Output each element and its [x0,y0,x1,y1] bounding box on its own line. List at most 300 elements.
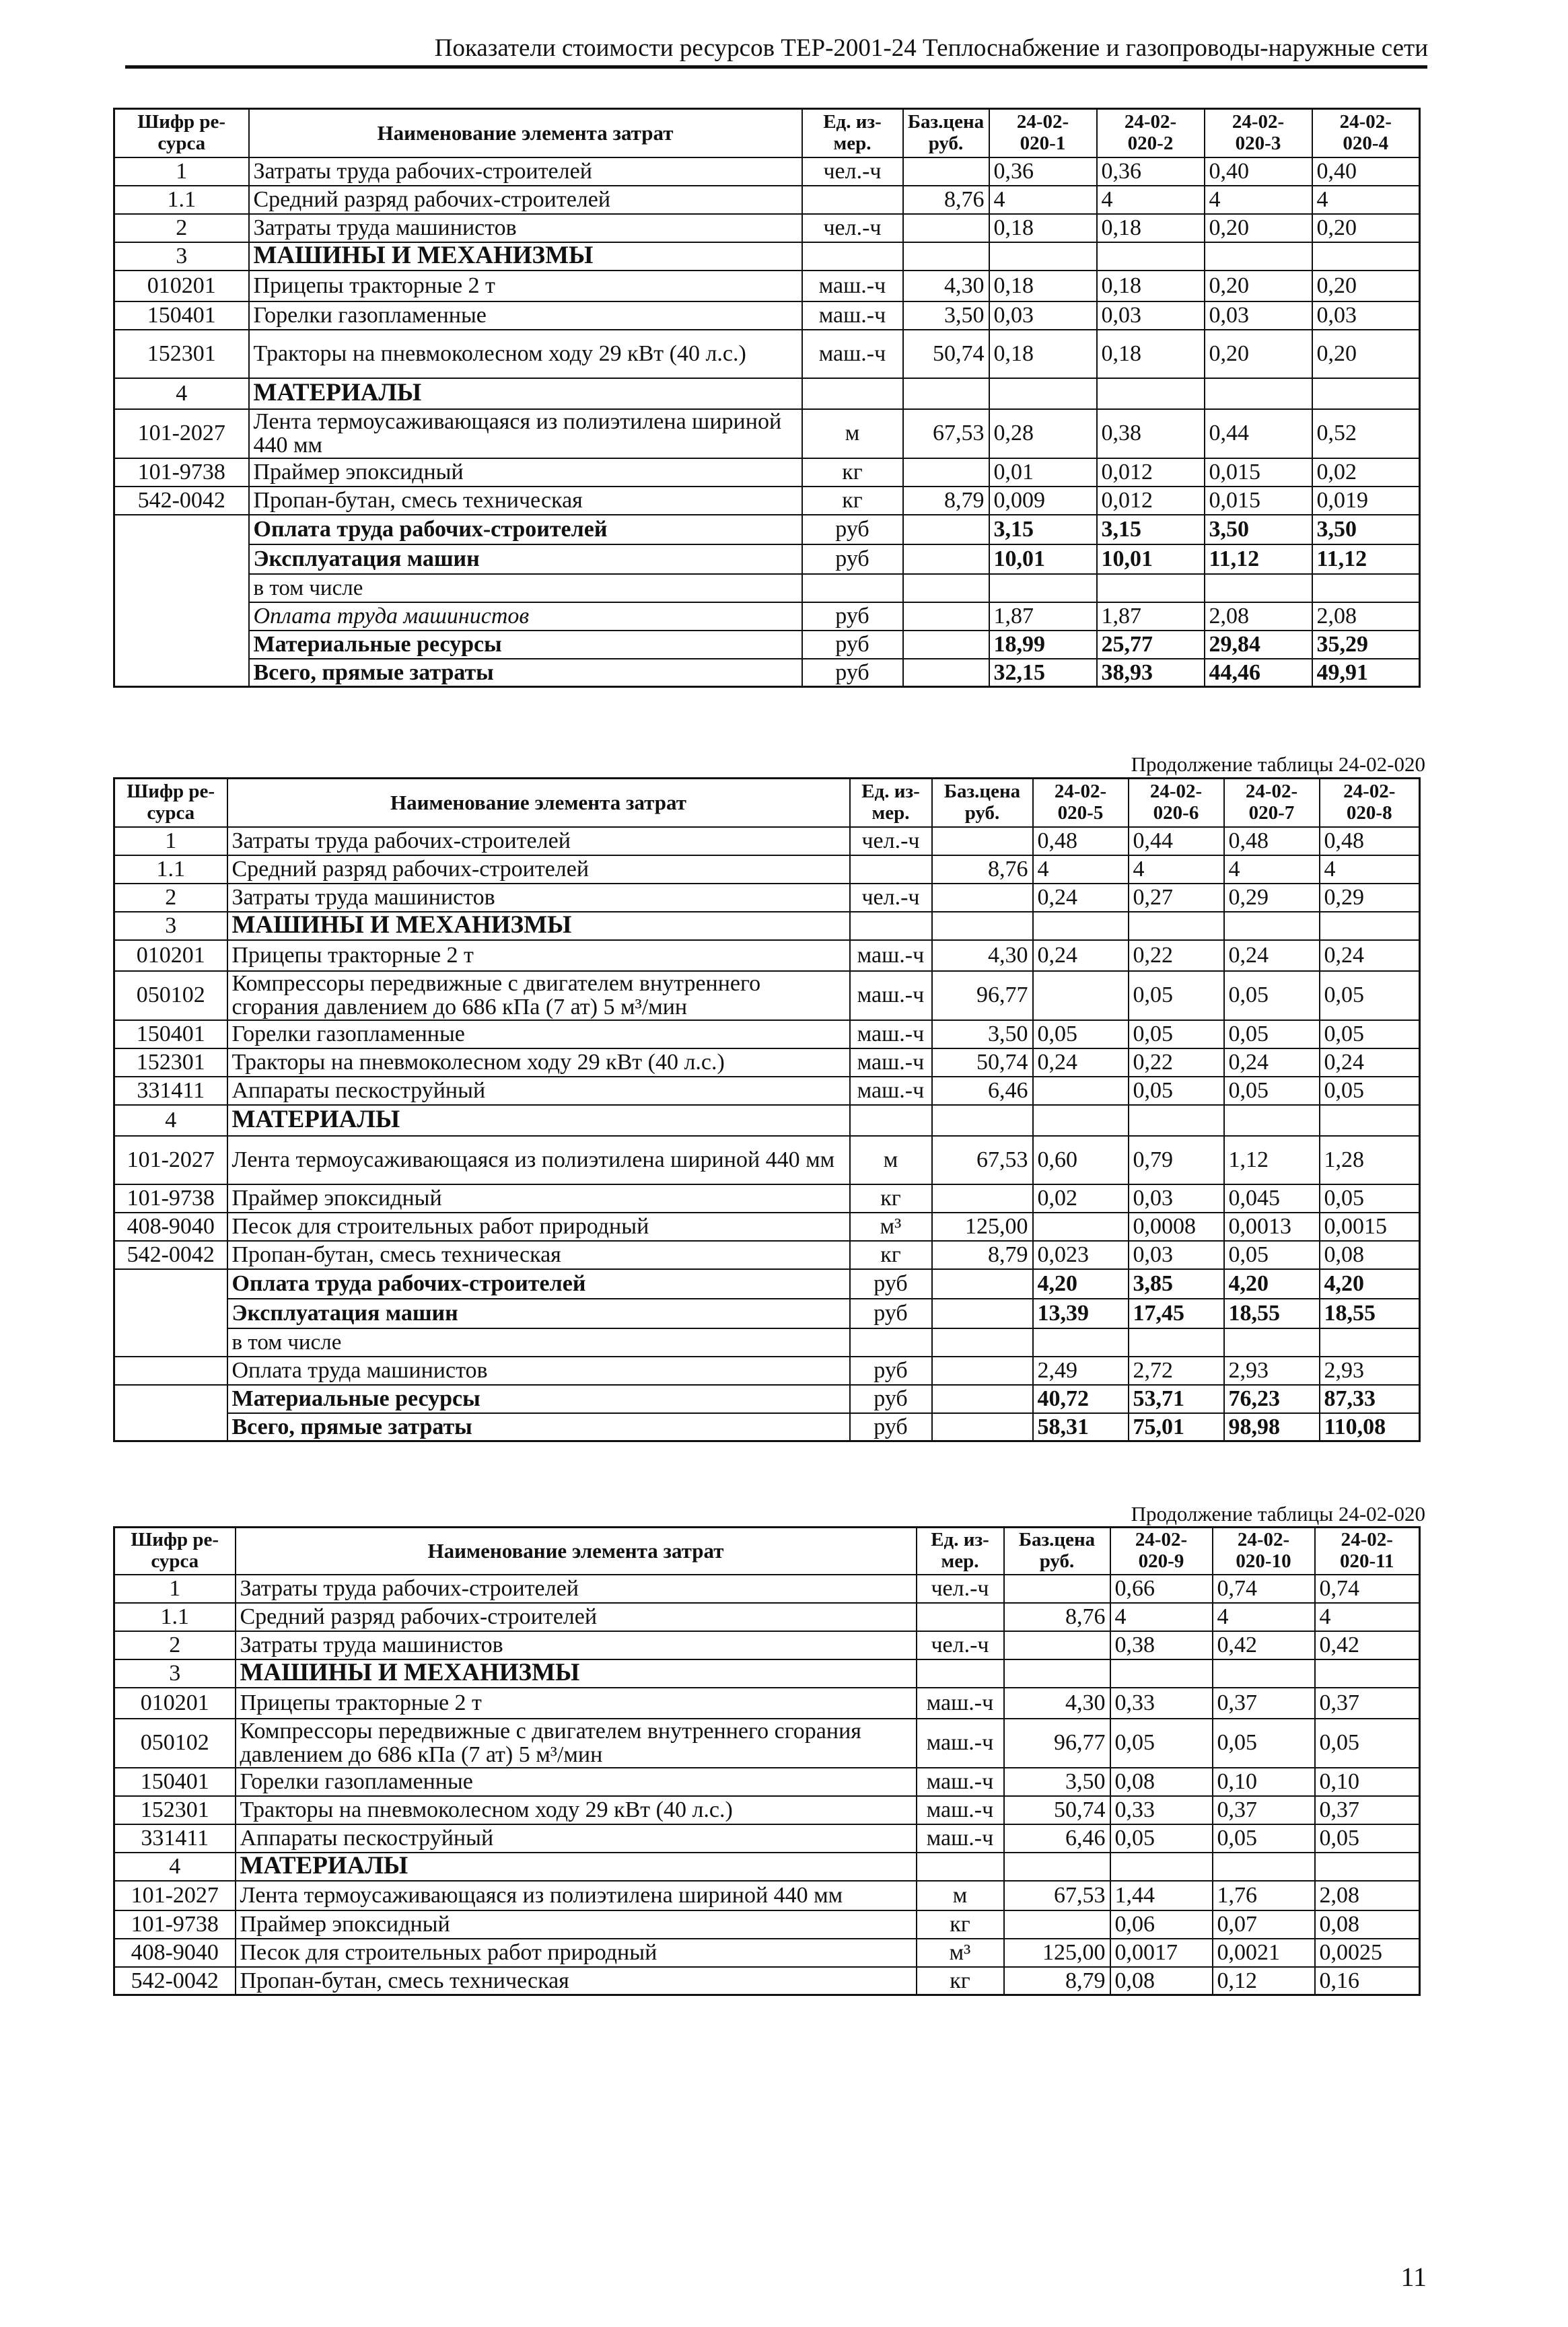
row-unit: руб [802,544,903,574]
row-price: 67,53 [932,1136,1033,1184]
row-unit [850,912,932,940]
row-name: МАШИНЫ И МЕХАНИЗМЫ [227,912,850,940]
row-code [114,631,249,659]
row-unit [802,186,903,214]
row-value [1033,1077,1129,1105]
row-value: 10,01 [1097,544,1205,574]
row-price [932,912,1033,940]
row-value: 98,98 [1224,1413,1320,1441]
table-row [114,855,1420,884]
row-value: 0,0017 [1110,1939,1213,1967]
row-value: 0,01 [989,458,1097,487]
row-value: 44,46 [1205,659,1312,687]
row-code: 2 [114,214,249,242]
row-price [1004,1659,1110,1688]
row-value: 0,20 [1205,330,1312,378]
row-name: Тракторы на пневмоколесном ходу 29 кВт (40 л.с.) [236,1796,917,1824]
page-header-title: Показатели стоимости ресурсов ТЕР-2001-24 Теплоснабжение и газопроводы-наружные сети [434,34,1428,62]
row-value: 0,37 [1213,1796,1315,1824]
row-value: 4 [1033,855,1129,884]
row-code [114,1357,227,1385]
row-value: 1,12 [1224,1136,1320,1184]
row-value [1097,242,1205,271]
header-column-4: 24-02- 020-4 [1312,109,1420,157]
header-code: Шифр ре- сурса [114,1528,236,1575]
row-value: 4 [1224,855,1320,884]
row-value: 0,12 [1213,1967,1315,1995]
header-column-3: 24-02- 020-3 [1205,109,1312,157]
row-value: 0,05 [1320,1184,1420,1213]
row-price: 8,76 [932,855,1033,884]
row-unit: маш.-ч [850,1048,932,1077]
row-name: Всего, прямые затраты [249,659,802,687]
row-price: 3,50 [1004,1768,1110,1796]
row-value: 0,38 [1097,409,1205,458]
row-value: 38,93 [1097,659,1205,687]
row-value: 0,05 [1224,1020,1320,1048]
row-name: Аппараты пескоструйный [236,1824,917,1853]
cost-table-3 [113,1526,1421,1996]
row-price [1004,1631,1110,1659]
row-value: 4 [1110,1603,1213,1631]
row-value: 0,03 [1312,301,1420,330]
row-value: 0,36 [1097,157,1205,186]
row-value: 11,12 [1312,544,1420,574]
row-code: 152301 [114,330,249,378]
table-row [114,1269,1420,1299]
table-row [114,487,1420,515]
row-code: 542-0042 [114,487,249,515]
row-price [932,1184,1033,1213]
row-value: 0,08 [1110,1967,1213,1995]
row-price: 8,76 [903,186,989,214]
row-unit: кг [850,1184,932,1213]
row-value: 0,37 [1315,1796,1420,1824]
row-value [989,242,1097,271]
row-price [903,602,989,631]
row-code: 152301 [114,1048,227,1077]
row-name: Средний разряд рабочих-строителей [236,1603,917,1631]
header-price: Баз.цена руб. [932,779,1033,827]
row-value: 0,05 [1320,1020,1420,1048]
row-name: Оплата труда рабочих-строителей [227,1269,850,1299]
row-code: 4 [114,1853,236,1881]
row-price [903,378,989,409]
table-row [114,214,1420,242]
row-code: 101-9738 [114,1184,227,1213]
row-name: Оплата труда рабочих-строителей [249,515,802,544]
table-row [114,301,1420,330]
row-value: 87,33 [1320,1385,1420,1413]
row-value: 76,23 [1224,1385,1320,1413]
row-name: Горелки газопламенные [236,1768,917,1796]
table-3-continuation-caption: Продолжение таблицы 24-02-020 [1131,1502,1425,1526]
row-value: 4 [1312,186,1420,214]
row-value: 0,44 [1129,827,1224,855]
row-name: Всего, прямые затраты [227,1413,850,1441]
row-value: 4 [1097,186,1205,214]
row-code: 1 [114,1575,236,1603]
row-code: 331411 [114,1824,236,1853]
row-value [1033,1213,1129,1241]
row-value: 0,33 [1110,1796,1213,1824]
row-unit: кг [917,1967,1004,1995]
row-price [1004,1853,1110,1881]
row-code: 101-2027 [114,409,249,458]
row-unit: руб [850,1413,932,1441]
row-value [1213,1853,1315,1881]
row-price: 50,74 [932,1048,1033,1077]
row-value: 1,87 [1097,602,1205,631]
row-unit [850,1105,932,1136]
row-value: 1,44 [1110,1881,1213,1910]
row-unit: руб [802,631,903,659]
row-value: 0,02 [1033,1184,1129,1213]
row-value: 0,29 [1224,884,1320,912]
row-value: 0,29 [1320,884,1420,912]
row-value: 0,03 [1205,301,1312,330]
row-value: 0,79 [1129,1136,1224,1184]
row-unit: маш.-ч [917,1824,1004,1853]
row-value: 0,20 [1205,271,1312,301]
row-value: 0,42 [1213,1631,1315,1659]
row-value: 53,71 [1129,1385,1224,1413]
row-value: 0,08 [1315,1910,1420,1939]
row-value: 0,18 [1097,214,1205,242]
row-value: 0,009 [989,487,1097,515]
table-row [114,659,1420,687]
row-price: 67,53 [903,409,989,458]
row-value: 32,15 [989,659,1097,687]
row-code: 101-9738 [114,458,249,487]
row-code: 1.1 [114,855,227,884]
row-name: Эксплуатация машин [249,544,802,574]
row-value: 0,52 [1312,409,1420,458]
row-price: 4,30 [903,271,989,301]
row-value: 1,28 [1320,1136,1420,1184]
row-value: 0,03 [1097,301,1205,330]
row-unit [917,1659,1004,1688]
row-price: 8,79 [1004,1967,1110,1995]
table-row [114,1241,1420,1269]
row-value: 0,05 [1320,971,1420,1020]
row-code: 152301 [114,1796,236,1824]
header-code: Шифр ре- сурса [114,779,227,827]
row-price: 4,30 [1004,1688,1110,1719]
row-value: 0,36 [989,157,1097,186]
row-value: 0,05 [1213,1719,1315,1768]
row-price [903,157,989,186]
row-value [1320,1328,1420,1357]
row-price [932,827,1033,855]
row-price [1004,1575,1110,1603]
row-value: 0,18 [989,330,1097,378]
row-value: 0,05 [1224,971,1320,1020]
row-value: 25,77 [1097,631,1205,659]
row-name: МАШИНЫ И МЕХАНИЗМЫ [249,242,802,271]
row-code [114,515,249,544]
table-row [114,1824,1420,1853]
row-price [932,1357,1033,1385]
row-value: 0,40 [1205,157,1312,186]
row-name: Тракторы на пневмоколесном ходу 29 кВт (40 л.с.) [249,330,802,378]
row-value: 0,16 [1315,1967,1420,1995]
table-row [114,1719,1420,1768]
row-value: 0,37 [1213,1688,1315,1719]
row-value [1097,378,1205,409]
row-unit: м [917,1881,1004,1910]
row-value: 4 [989,186,1097,214]
row-value: 0,0021 [1213,1939,1315,1967]
row-value: 0,05 [1129,971,1224,1020]
row-name: МАТЕРИАЛЫ [249,378,802,409]
row-value: 4 [1213,1603,1315,1631]
row-unit: м [802,409,903,458]
row-code: 4 [114,378,249,409]
row-value: 0,05 [1129,1020,1224,1048]
row-value: 0,24 [1033,940,1129,971]
header-name: Наименование элемента затрат [227,779,850,827]
row-value: 0,0015 [1320,1213,1420,1241]
row-value: 2,49 [1033,1357,1129,1385]
row-name: Лента термоусаживающаяся из полиэтилена шириной 440 мм [227,1136,850,1184]
row-value: 0,05 [1110,1719,1213,1768]
table-row [114,186,1420,214]
row-value: 0,24 [1320,940,1420,971]
row-code: 010201 [114,1688,236,1719]
row-value: 75,01 [1129,1413,1224,1441]
row-code [114,1269,227,1299]
row-value: 4 [1315,1603,1420,1631]
row-unit: чел.-ч [802,157,903,186]
row-name: Прицепы тракторные 2 т [236,1688,917,1719]
row-unit: руб [850,1299,932,1328]
row-value: 2,08 [1205,602,1312,631]
row-unit: маш.-ч [850,940,932,971]
table-row [114,1768,1420,1796]
row-unit: м³ [850,1213,932,1241]
table-header-row [114,779,1420,827]
table-row [114,242,1420,271]
row-value: 0,019 [1312,487,1420,515]
row-value: 0,045 [1224,1184,1320,1213]
row-unit: м³ [917,1939,1004,1967]
row-name: Праймер эпоксидный [236,1910,917,1939]
row-name: Оплата труда машинистов [249,602,802,631]
row-value: 0,05 [1129,1077,1224,1105]
row-code: 101-9738 [114,1910,236,1939]
row-value: 0,20 [1312,271,1420,301]
row-unit: чел.-ч [850,884,932,912]
row-unit: кг [802,487,903,515]
row-name: Песок для строительных работ природный [227,1213,850,1241]
row-unit: маш.-ч [802,271,903,301]
row-value: 0,03 [989,301,1097,330]
row-price [903,214,989,242]
cost-table-1 [113,108,1421,688]
row-value: 1,87 [989,602,1097,631]
row-value: 0,08 [1320,1241,1420,1269]
row-unit: кг [850,1241,932,1269]
row-unit: маш.-ч [802,301,903,330]
row-code: 3 [114,912,227,940]
header-code: Шифр ре- сурса [114,109,249,157]
row-value: 0,48 [1033,827,1129,855]
row-code: 408-9040 [114,1939,236,1967]
row-value: 3,50 [1205,515,1312,544]
row-code: 050102 [114,971,227,1020]
cost-table-2 [113,777,1421,1442]
table-row [114,1631,1420,1659]
row-price: 96,77 [1004,1719,1110,1768]
table-row [114,157,1420,186]
table-row [114,271,1420,301]
row-unit: маш.-ч [802,330,903,378]
row-value: 0,015 [1205,487,1312,515]
row-code: 408-9040 [114,1213,227,1241]
row-unit: руб [850,1269,932,1299]
row-price [903,242,989,271]
row-name: Затраты труда машинистов [249,214,802,242]
row-value: 10,01 [989,544,1097,574]
row-name: Средний разряд рабочих-строителей [249,186,802,214]
table-row [114,1910,1420,1939]
row-value: 58,31 [1033,1413,1129,1441]
row-price [932,1413,1033,1441]
row-name: Песок для строительных работ природный [236,1939,917,1967]
table-2-continuation-caption: Продолжение таблицы 24-02-020 [1131,752,1425,776]
table-row [114,574,1420,602]
row-price [1004,1910,1110,1939]
header-column-2: 24-02- 020-2 [1097,109,1205,157]
row-unit [850,855,932,884]
row-name: Компрессоры передвижные с двигателем внутреннего сгорания давлением до 686 кПа (7 ат) 5 м³/мин [236,1719,917,1768]
row-value [1033,1328,1129,1357]
row-name: Материальные ресурсы [227,1385,850,1413]
row-value: 0,05 [1213,1824,1315,1853]
row-value: 17,45 [1129,1299,1224,1328]
row-name: МАТЕРИАЛЫ [227,1105,850,1136]
table-row [114,631,1420,659]
row-name: Компрессоры передвижные с двигателем внутреннего сгорания давлением до 686 кПа (7 ат) 5 м³/мин [227,971,850,1020]
row-value: 0,24 [1224,1048,1320,1077]
row-value: 0,18 [989,214,1097,242]
row-value [1033,1105,1129,1136]
row-name: Аппараты пескоструйный [227,1077,850,1105]
row-value [1033,971,1129,1020]
row-code: 2 [114,1631,236,1659]
row-value: 0,10 [1213,1768,1315,1796]
row-value [1320,912,1420,940]
table-header-row [114,109,1420,157]
row-value: 3,85 [1129,1269,1224,1299]
row-unit: руб [802,659,903,687]
row-value: 0,24 [1033,884,1129,912]
row-value [1205,242,1312,271]
row-code: 3 [114,242,249,271]
row-value: 18,55 [1224,1299,1320,1328]
row-name: Горелки газопламенные [227,1020,850,1048]
row-code [114,602,249,631]
row-name: МАТЕРИАЛЫ [236,1853,917,1881]
row-name: Затраты труда машинистов [236,1631,917,1659]
row-value: 4,20 [1224,1269,1320,1299]
row-unit: маш.-ч [850,1020,932,1048]
header-column-1: 24-02- 020-5 [1033,779,1129,827]
row-value: 49,91 [1312,659,1420,687]
row-value: 0,015 [1205,458,1312,487]
row-unit: чел.-ч [802,214,903,242]
row-value: 0,38 [1110,1631,1213,1659]
row-code [114,1413,227,1441]
row-value [1312,378,1420,409]
table-row [114,1603,1420,1631]
table-row [114,1881,1420,1910]
row-value: 0,05 [1224,1077,1320,1105]
table-row [114,1967,1420,1995]
table-header-row [114,1528,1420,1575]
row-price [903,574,989,602]
row-value [1312,574,1420,602]
row-unit [802,574,903,602]
row-unit: маш.-ч [850,1077,932,1105]
row-value: 0,48 [1224,827,1320,855]
row-code: 4 [114,1105,227,1136]
row-unit: руб [850,1357,932,1385]
row-price [932,884,1033,912]
row-name: Материальные ресурсы [249,631,802,659]
row-price: 8,76 [1004,1603,1110,1631]
row-value [989,574,1097,602]
row-price [903,544,989,574]
row-code: 3 [114,1659,236,1688]
row-value: 0,03 [1129,1184,1224,1213]
row-value: 4 [1205,186,1312,214]
table-row [114,1575,1420,1603]
table-row [114,1328,1420,1357]
table-row [114,912,1420,940]
row-name: Праймер эпоксидный [249,458,802,487]
table-row [114,515,1420,544]
row-code: 150401 [114,1768,236,1796]
row-value: 0,07 [1213,1910,1315,1939]
row-name: в том числе [227,1328,850,1357]
row-unit [917,1603,1004,1631]
row-price: 6,46 [1004,1824,1110,1853]
row-value: 0,60 [1033,1136,1129,1184]
row-unit: руб [802,602,903,631]
row-code: 010201 [114,271,249,301]
row-value: 0,05 [1320,1077,1420,1105]
row-value: 0,18 [1097,330,1205,378]
row-value: 4 [1320,855,1420,884]
row-name: в том числе [249,574,802,602]
page-number: 11 [1400,2262,1427,2292]
table-row [114,1413,1420,1441]
table-row [114,940,1420,971]
row-value: 0,24 [1320,1048,1420,1077]
row-value [1110,1853,1213,1881]
row-value: 2,93 [1320,1357,1420,1385]
header-column-2: 24-02- 020-10 [1213,1528,1315,1575]
row-name: Лента термоусаживающаяся из полиэтилена шириной 440 мм [236,1881,917,1910]
row-value: 0,48 [1320,827,1420,855]
row-value: 0,22 [1129,940,1224,971]
table-row [114,1853,1420,1881]
row-value [1129,1328,1224,1357]
row-unit: руб [802,515,903,544]
header-column-1: 24-02- 020-9 [1110,1528,1213,1575]
